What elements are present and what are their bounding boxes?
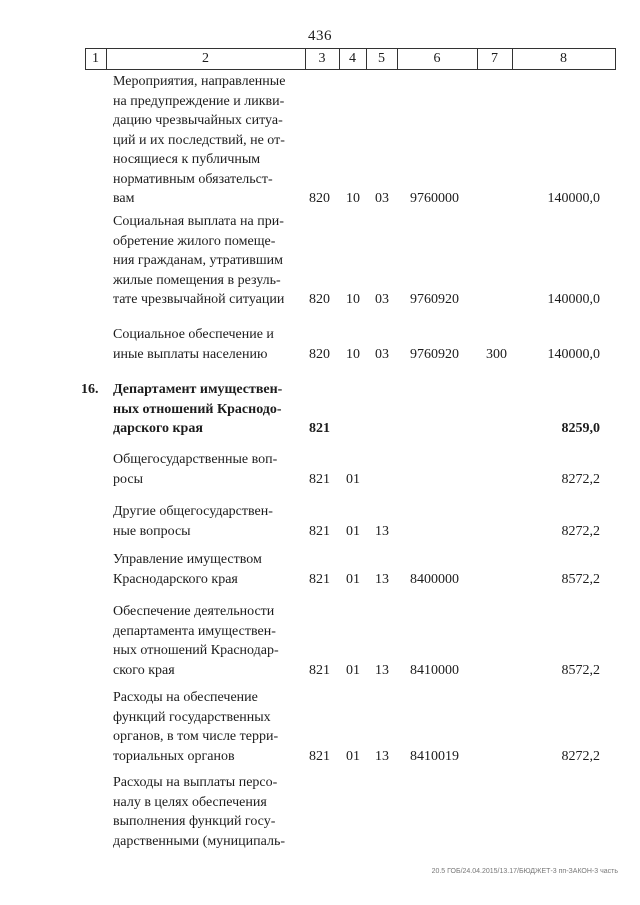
description-line: дарственными (муниципаль- bbox=[113, 833, 286, 849]
cell-c8: 8272,2 bbox=[561, 471, 600, 487]
cell-c8: 8272,2 bbox=[561, 523, 600, 539]
cell-c4: 10 bbox=[346, 346, 360, 362]
header-divider bbox=[397, 48, 398, 70]
header-divider bbox=[512, 48, 513, 70]
cell-c3: 821 bbox=[309, 571, 330, 587]
description-line: департамента имуществен- bbox=[113, 623, 276, 639]
cell-c8: 140000,0 bbox=[547, 346, 600, 362]
cell-c3: 821 bbox=[309, 471, 330, 487]
header-divider bbox=[615, 48, 616, 70]
cell-c6: 8410019 bbox=[410, 748, 459, 764]
header-divider bbox=[477, 48, 478, 70]
description-line: на предупреждение и ликви- bbox=[113, 93, 285, 109]
description-line: Мероприятия, направленные bbox=[113, 74, 286, 89]
row-description bbox=[113, 380, 307, 439]
description-line: ториальных органов bbox=[113, 748, 235, 764]
header-cell: 3 bbox=[318, 51, 326, 66]
cell-c3: 821 bbox=[309, 421, 330, 436]
header-divider bbox=[339, 48, 340, 70]
cell-c8: 8572,2 bbox=[561, 662, 600, 678]
footer-stamp: 20.5 ГОБ/24.04.2015/13.17/БЮДЖЕТ-3 пп-ЗАКОН-3 часть bbox=[431, 868, 618, 875]
description-line: жилые помещения в резуль- bbox=[113, 272, 281, 288]
description-line: Общегосударственные воп- bbox=[113, 452, 278, 467]
cell-c8: 140000,0 bbox=[547, 292, 600, 307]
cell-c3: 821 bbox=[309, 662, 330, 678]
description-line: Расходы на выплаты персо- bbox=[113, 775, 278, 790]
row-number: 16. bbox=[81, 382, 99, 397]
description-line: Социальное обеспечение и bbox=[113, 327, 274, 342]
cell-c3: 820 bbox=[309, 346, 330, 362]
description-line: Расходы на обеспечение bbox=[113, 690, 258, 705]
cell-c8: 140000,0 bbox=[547, 191, 600, 206]
row-description bbox=[113, 325, 307, 364]
row-description bbox=[113, 602, 307, 680]
description-line: росы bbox=[113, 471, 143, 487]
description-line: Обеспечение деятельности bbox=[113, 604, 275, 619]
header-cell: 2 bbox=[202, 51, 209, 66]
cell-c3: 821 bbox=[309, 748, 330, 764]
description-line: Социальная выплата на при- bbox=[113, 214, 284, 229]
description-line: Департамент имуществен- bbox=[113, 382, 283, 397]
header-cell: 4 bbox=[349, 51, 356, 66]
cell-c8: 8272,2 bbox=[561, 748, 600, 764]
header-bottom-border bbox=[85, 69, 615, 70]
cell-c7: 300 bbox=[486, 346, 507, 362]
cell-c5: 13 bbox=[375, 662, 389, 678]
row-description bbox=[113, 72, 307, 209]
description-line: ния гражданам, утратившим bbox=[113, 253, 283, 268]
row-description bbox=[113, 450, 307, 489]
description-line: иные выплаты населению bbox=[113, 346, 268, 362]
cell-c8: 8572,2 bbox=[561, 571, 600, 587]
description-line: выполнения функций госу- bbox=[113, 814, 276, 829]
header-cell: 1 bbox=[92, 51, 99, 66]
row-description bbox=[113, 212, 307, 310]
cell-c5: 13 bbox=[375, 571, 389, 587]
description-line: дарского края bbox=[113, 421, 203, 436]
header-top-border bbox=[85, 48, 615, 49]
description-line: Другие общегосударствен- bbox=[113, 504, 273, 519]
description-line: ных отношений Краснодар- bbox=[113, 643, 279, 658]
cell-c5: 03 bbox=[375, 346, 389, 362]
cell-c4: 01 bbox=[346, 571, 360, 587]
cell-c6: 9760920 bbox=[410, 346, 459, 362]
header-divider bbox=[106, 48, 107, 70]
header-cell: 7 bbox=[491, 51, 498, 66]
description-line: ций и их последствий, не от- bbox=[113, 132, 285, 148]
row-description bbox=[113, 550, 307, 589]
row-description bbox=[113, 688, 307, 766]
cell-c4: 01 bbox=[346, 748, 360, 764]
description-line: органов, в том числе терри- bbox=[113, 729, 279, 744]
cell-c5: 13 bbox=[375, 748, 389, 764]
cell-c6: 9760920 bbox=[410, 292, 459, 307]
description-line: дацию чрезвычайных ситуа- bbox=[113, 113, 283, 128]
cell-c5: 13 bbox=[375, 523, 389, 539]
cell-c4: 01 bbox=[346, 471, 360, 487]
row-description bbox=[113, 502, 307, 541]
cell-c3: 820 bbox=[309, 292, 330, 307]
description-line: тате чрезвычайной ситуации bbox=[113, 292, 285, 307]
header-cell: 6 bbox=[433, 51, 441, 66]
cell-c4: 10 bbox=[346, 191, 360, 206]
cell-c6: 8400000 bbox=[410, 571, 459, 587]
description-line: вам bbox=[113, 191, 135, 206]
row-description bbox=[113, 773, 307, 851]
header-divider bbox=[85, 48, 86, 70]
cell-c4: 10 bbox=[346, 292, 360, 307]
description-line: ные вопросы bbox=[113, 523, 191, 539]
cell-c3: 820 bbox=[309, 191, 330, 206]
cell-c6: 9760000 bbox=[410, 191, 459, 206]
cell-c5: 03 bbox=[375, 292, 389, 307]
description-line: обретение жилого помеще- bbox=[113, 233, 276, 249]
description-line: ных отношений Краснодо- bbox=[113, 401, 282, 417]
header-divider bbox=[305, 48, 306, 70]
cell-c6: 8410000 bbox=[410, 662, 459, 678]
description-line: ского края bbox=[113, 662, 175, 678]
description-line: носящиеся к публичным bbox=[113, 152, 261, 167]
description-line: налу в целях обеспечения bbox=[113, 794, 267, 810]
cell-c4: 01 bbox=[346, 662, 360, 678]
cell-c8: 8259,0 bbox=[561, 421, 600, 436]
page-number: 436 bbox=[308, 28, 332, 44]
cell-c4: 01 bbox=[346, 523, 360, 539]
description-line: функций государственных bbox=[113, 709, 271, 725]
description-line: Управление имуществом bbox=[113, 552, 262, 567]
header-cell: 5 bbox=[378, 51, 385, 66]
description-line: Краснодарского края bbox=[113, 571, 238, 587]
cell-c5: 03 bbox=[375, 191, 389, 206]
header-divider bbox=[366, 48, 367, 70]
description-line: нормативным обязательст- bbox=[113, 171, 273, 187]
cell-c3: 821 bbox=[309, 523, 330, 539]
header-cell: 8 bbox=[560, 51, 567, 66]
